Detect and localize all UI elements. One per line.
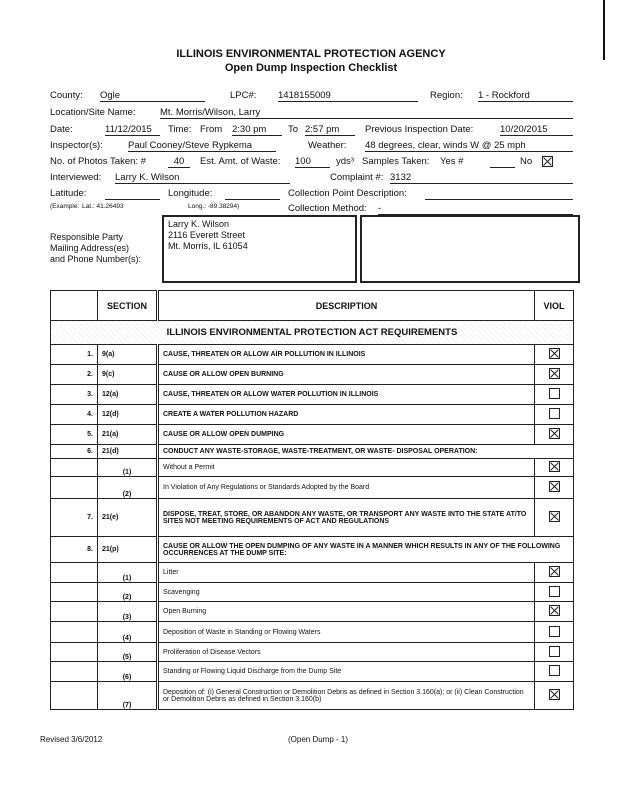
table-row [51, 583, 574, 602]
row-number: 1. [51, 345, 98, 365]
table-row [51, 622, 574, 643]
address-line: Mt. Morris, IL 61054 [168, 241, 248, 251]
lat-example: Lat.: 41.26493 [82, 203, 124, 210]
interviewed-field[interactable]: Larry K. Wilson [115, 172, 290, 184]
row-section: (2) [98, 477, 158, 499]
lpc-label: LPC#: [230, 90, 257, 101]
row-description: CAUSE, THREATEN OR ALLOW AIR POLLUTION IN ILLINOIS [158, 345, 535, 365]
row-description: Deposition of Waste in Standing or Flowing Waters [158, 622, 535, 643]
row-number: 4. [51, 405, 98, 425]
row-section: 21(d) [98, 445, 158, 459]
viol-cell [535, 365, 574, 385]
long-example: Long.: -89.38294) [188, 203, 240, 210]
date-label: Date: [50, 124, 73, 135]
inspector-label: Inspector(s): [50, 140, 103, 151]
banner-text: ILLINOIS ENVIRONMENTAL PROTECTION ACT REQUIREMENTS [51, 321, 574, 345]
region-label: Region: [430, 90, 463, 101]
viol-checkbox[interactable] [549, 689, 560, 700]
header-num [51, 291, 98, 321]
responsible-address-box[interactable] [162, 215, 357, 283]
responsible-label-line: Mailing Address(es) [50, 243, 130, 253]
site-label: Location/Site Name: [50, 107, 136, 118]
viol-cell [535, 622, 574, 643]
table-row [51, 537, 574, 563]
viol-cell [535, 643, 574, 662]
viol-cell [535, 583, 574, 602]
date-field[interactable]: 11/12/2015 [105, 124, 160, 136]
agency-title: ILLINOIS ENVIRONMENTAL PROTECTION AGENCY [176, 48, 446, 60]
viol-cell [535, 499, 574, 537]
row-description: CAUSE OR ALLOW OPEN DUMPING [158, 425, 535, 445]
samples-no-label: No [520, 156, 533, 167]
row-number: 6. [51, 445, 98, 459]
row-number [51, 682, 98, 710]
row-description: CONDUCT ANY WASTE-STORAGE, WASTE-TREATMENT, OR WASTE- DISPOSAL OPERATION: [158, 445, 574, 459]
row-number [51, 583, 98, 602]
row-description: Without a Permit [158, 459, 535, 477]
viol-cell [535, 425, 574, 445]
row-number [51, 643, 98, 662]
row-number: 7. [51, 499, 98, 537]
complaint-field[interactable]: 3132 [390, 172, 573, 184]
viol-checkbox[interactable] [549, 408, 560, 419]
row-section: (6) [98, 662, 158, 682]
row-section: 21(e) [98, 499, 158, 537]
row-number [51, 477, 98, 499]
table-row [51, 477, 574, 499]
table-row [51, 345, 574, 365]
to-label: To [288, 124, 299, 135]
page-number: (Open Dump - 1) [288, 735, 349, 744]
time-to-field[interactable]: 2:57 pm [305, 124, 355, 136]
viol-cell [535, 477, 574, 499]
viol-checkbox[interactable] [549, 481, 560, 492]
viol-checkbox[interactable] [549, 428, 560, 439]
interviewed-label: Interviewed: [50, 172, 102, 183]
responsible-label-line: and Phone Number(s): [50, 254, 142, 264]
county-field[interactable]: Ogle [100, 90, 205, 102]
row-section: 9(c) [98, 365, 158, 385]
samples-no-checkbox[interactable] [542, 156, 553, 167]
table-row [51, 682, 574, 710]
viol-cell [535, 459, 574, 477]
header-viol: VIOL [535, 291, 574, 321]
viol-cell [535, 682, 574, 710]
row-section: 21(p) [98, 537, 158, 563]
photos-field[interactable]: 40 [168, 156, 190, 168]
row-description: CAUSE OR ALLOW THE OPEN DUMPING OF ANY WASTE IN A MANNER WHICH RESULTS IN ANY OF THE FOLLOWING OCCURRENCES AT THE DUMP SITE: [158, 537, 574, 563]
row-section: 12(d) [98, 405, 158, 425]
row-section: 21(a) [98, 425, 158, 445]
region-field[interactable]: 1 - Rockford [478, 90, 573, 102]
lpc-field[interactable]: 1418155009 [278, 90, 418, 102]
row-number [51, 563, 98, 583]
responsible-address-box-2[interactable] [360, 215, 580, 283]
waste-field[interactable]: 100 [295, 156, 330, 168]
row-number [51, 622, 98, 643]
weather-label: Weather: [308, 140, 347, 151]
table-row [51, 365, 574, 385]
table-header [51, 291, 574, 321]
prev-date-label: Previous Inspection Date: [365, 124, 474, 135]
row-description: CREATE A WATER POLLUTION HAZARD [158, 405, 535, 425]
table-row [51, 499, 574, 537]
county-label: County: [50, 90, 83, 101]
row-section: (2) [98, 583, 158, 602]
row-number [51, 459, 98, 477]
weather-field[interactable]: 48 degrees, clear, winds W @ 25 mph [365, 140, 573, 152]
row-description: Deposition of: (i) General Construction or Demolition Debris as defined in Section 3.160(a); or (ii) Clean Construction or Demolition Debris as defined in Section 3.160(b) [158, 682, 535, 710]
row-description: DISPOSE, TREAT, STORE, OR ABANDON ANY WASTE, OR TRANSPORT ANY WASTE INTO THE STATE AT/TO SITES NOT MEETING REQUIREMENTS OF ACT AND REGULATIONS [158, 499, 535, 537]
row-number: 3. [51, 385, 98, 405]
viol-cell [535, 385, 574, 405]
table-row [51, 459, 574, 477]
address-line: Larry K. Wilson [168, 219, 230, 229]
viol-checkbox[interactable] [549, 461, 560, 472]
row-description: Open Burning [158, 602, 535, 622]
address-line: 2116 Everett Street [168, 230, 245, 240]
row-number [51, 602, 98, 622]
waste-label: Est. Amt. of Waste: [200, 156, 281, 167]
row-description: CAUSE, THREATEN OR ALLOW WATER POLLUTION IN ILLINOIS [158, 385, 535, 405]
section-banner [51, 321, 574, 345]
waste-unit: yds³ [336, 156, 354, 167]
from-label: From [200, 124, 223, 135]
row-number: 2. [51, 365, 98, 385]
example-label: (Example: [50, 203, 80, 210]
row-number: 5. [51, 425, 98, 445]
header-section: SECTION [98, 291, 158, 321]
viol-checkbox[interactable] [549, 626, 560, 637]
samples-yes-label: Yes # [440, 156, 464, 167]
prev-date-field[interactable]: 10/20/2015 [500, 124, 573, 136]
table-row [51, 662, 574, 682]
table-row [51, 602, 574, 622]
row-number: 8. [51, 537, 98, 563]
samples-label: Samples Taken: [362, 156, 430, 167]
latitude-field[interactable] [105, 188, 160, 200]
latitude-label: Latitude: [50, 188, 87, 199]
row-description: Standing or Flowing Liquid Discharge from the Dump Site [158, 662, 535, 682]
viol-checkbox[interactable] [549, 586, 560, 597]
table-row [51, 445, 574, 459]
viol-checkbox[interactable] [549, 511, 560, 522]
header-description: DESCRIPTION [158, 291, 535, 321]
viol-checkbox[interactable] [549, 665, 560, 676]
photos-label: No. of Photos Taken: # [50, 156, 146, 167]
viol-cell [535, 662, 574, 682]
row-number [51, 662, 98, 682]
complaint-label: Complaint #: [330, 172, 384, 183]
row-section: (3) [98, 602, 158, 622]
viol-checkbox[interactable] [549, 388, 560, 399]
longitude-label: Longitude: [168, 188, 213, 199]
viol-cell [535, 345, 574, 365]
viol-checkbox[interactable] [549, 605, 560, 616]
requirements-table [50, 290, 574, 710]
responsible-label-line: Responsible Party [50, 232, 124, 242]
form-title: Open Dump Inspection Checklist [224, 62, 398, 74]
table-row [51, 643, 574, 662]
time-from-field[interactable]: 2:30 pm [232, 124, 282, 136]
row-description: CAUSE OR ALLOW OPEN BURNING [158, 365, 535, 385]
row-section: (4) [98, 622, 158, 643]
table-row [51, 405, 574, 425]
samples-yes-field[interactable] [490, 156, 515, 168]
time-label: Time: [168, 124, 192, 135]
row-section: 9(a) [98, 345, 158, 365]
cpd-label: Collection Point Description: [288, 188, 407, 199]
row-description: Proliferation of Disease Vectors [158, 643, 535, 662]
viol-cell [535, 602, 574, 622]
viol-cell [535, 405, 574, 425]
table-row [51, 425, 574, 445]
viol-checkbox[interactable] [549, 348, 560, 359]
row-description: Scavenging [158, 583, 535, 602]
method-label: Collection Method: [288, 203, 367, 214]
viol-checkbox[interactable] [549, 646, 560, 657]
row-section: (7) [98, 682, 158, 710]
row-description: Litter [158, 563, 535, 583]
row-section: (5) [98, 643, 158, 662]
site-field[interactable]: Mt. Morris/Wilson, Larry [160, 107, 573, 119]
viol-checkbox[interactable] [549, 368, 560, 379]
viol-cell [535, 563, 574, 583]
row-section: 12(a) [98, 385, 158, 405]
viol-checkbox[interactable] [549, 566, 560, 577]
row-section: (1) [98, 459, 158, 477]
method-field[interactable]: - [378, 203, 573, 215]
responsible-label [50, 232, 141, 265]
row-section: (1) [98, 563, 158, 583]
table-row [51, 563, 574, 583]
longitude-field[interactable] [225, 188, 280, 200]
inspector-field[interactable]: Paul Cooney/Steve Rypkema [128, 140, 276, 152]
table-row [51, 385, 574, 405]
row-description: In Violation of Any Regulations or Standards Adopted by the Board [158, 477, 535, 499]
cpd-field[interactable] [425, 188, 573, 200]
revised-date: Revised 3/6/2012 [40, 735, 103, 744]
